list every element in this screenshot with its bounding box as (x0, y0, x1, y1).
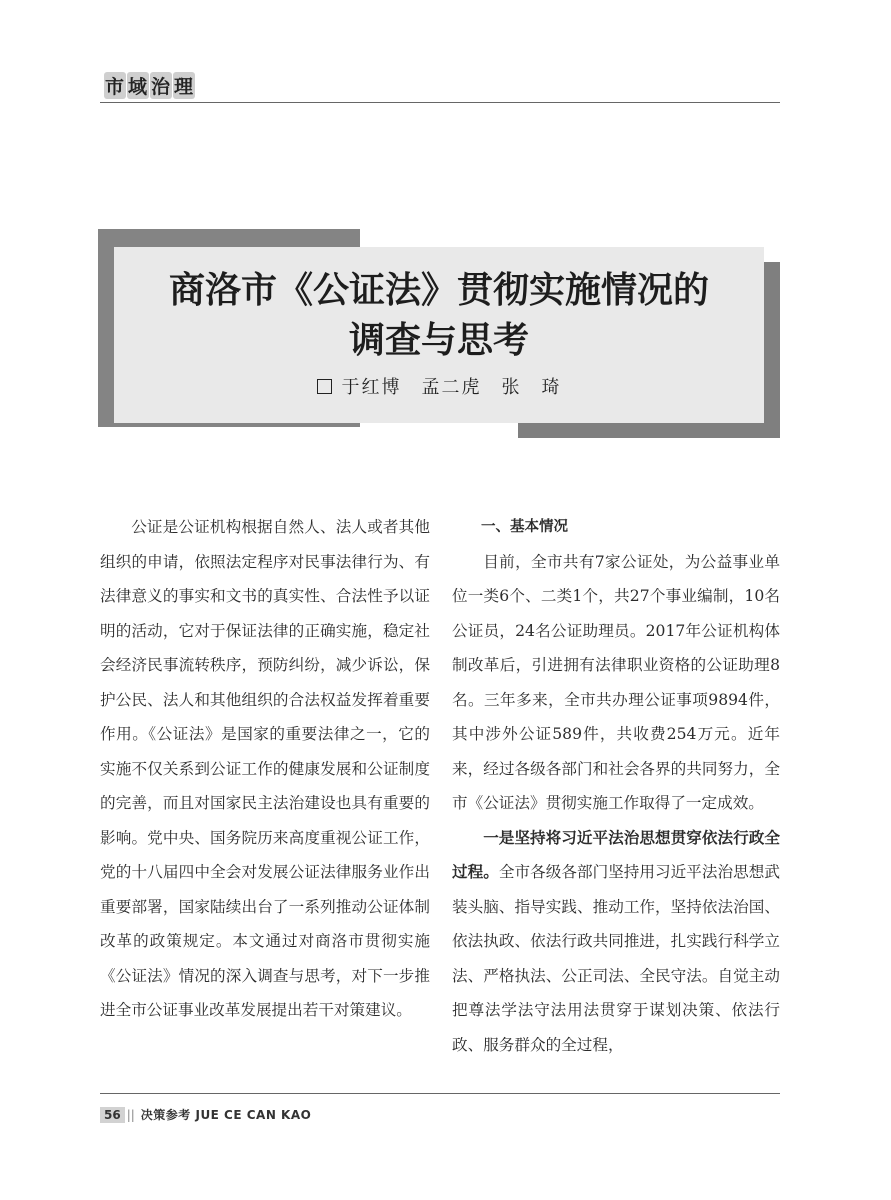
point-one-paragraph (452, 821, 780, 1063)
title-block (114, 247, 764, 423)
footer-separator: || (126, 1108, 135, 1122)
point-one-text: 全市各级各部门坚持用习近平法治思想武装头脑、指导实践、推动工作，坚持依法治国、依法执政、依法行政共同推进，扎实践行科学立法、严格执法、公正司法、全民守法。自觉主动把尊法学法守法用法贯穿于谋划决策、依法行政、服务群众的全过程， (452, 863, 780, 1054)
footer-rule (100, 1093, 780, 1094)
authors: 于红博 孟二虎 张 琦 (341, 377, 562, 398)
section-char: 域 (127, 72, 149, 99)
footer (100, 1106, 311, 1123)
section-char: 治 (150, 72, 172, 99)
section-heading: 一、基本情况 (481, 519, 568, 535)
page-number: 56 (100, 1107, 125, 1123)
point-one-lead: 一是坚持将习近平法治思想贯穿依法行政全过程。 (452, 827, 780, 881)
basic-info-paragraph: 目前，全市共有7家公证处，为公益事业单位一类6个、二类1个，共27个事业编制，10名公证员，24名公证助理员。2017年公证机构体制改革后，引进拥有法律职业资格的公证助理8名。三年多来，全市共办理公证事项9894件，其中涉外公证589件，共收费254万元。近年来，经过各级各部门和社会各界的共同努力，全市《公证法》贯彻实施工作取得了一定成效。 (452, 552, 780, 812)
left-column (100, 510, 430, 1028)
section-tag (100, 72, 200, 99)
header-rule (100, 102, 780, 103)
article-title-line1: 商洛市《公证法》贯彻实施情况的 (168, 269, 709, 311)
article-title-line2: 调查与思考 (348, 319, 529, 361)
section-char: 理 (173, 72, 195, 99)
author-line (114, 373, 764, 399)
intro-paragraph: 公证是公证机构根据自然人、法人或者其他组织的申请，依照法定程序对民事法律行为、有法律意义的事实和文书的真实性、合法性予以证明的活动，它对于保证法律的正确实施，稳定社会经济民事流转秩序，预防纠纷，减少诉讼，保护公民、法人和其他组织的合法权益发挥着重要作用。《公证法》是国家的重要法律之一，它的实施不仅关系到公证工作的健康发展和公证制度的完善，而且对国家民主法治建设也具有重要的影响。党中央、国务院历来高度重视公证工作，党的十八届四中全会对发展公证法律服务业作出重要部署，国家陆续出台了一系列推动公证体制改革的政策规定。本文通过对商洛市贯彻实施《公证法》情况的深入调查与思考，对下一步推进全市公证事业改革发展提出若干对策建议。 (100, 518, 430, 1019)
section-char: 市 (104, 72, 126, 99)
magazine-name: 决策参考 JUE CE CAN KAO (140, 1108, 312, 1122)
right-column (452, 510, 780, 1062)
square-icon (317, 379, 332, 394)
